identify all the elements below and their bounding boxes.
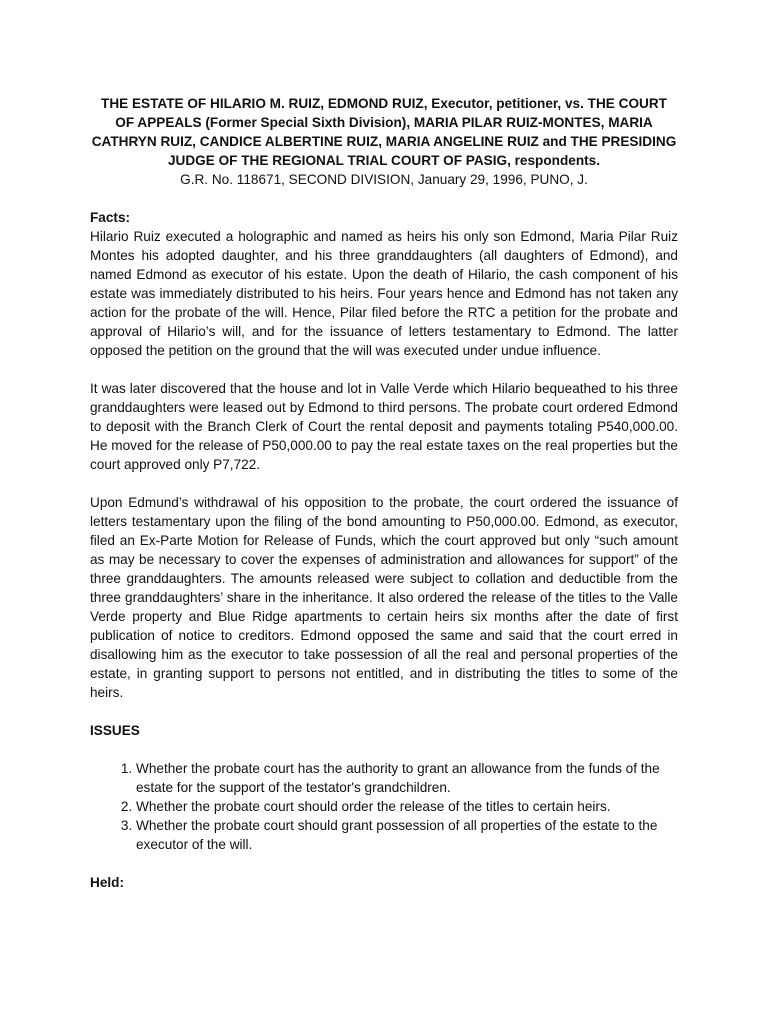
paragraph-spacer [90,360,678,379]
issue-item: 2. Whether the probate court should order the release of the titles to certain heirs. [136,797,678,816]
paragraph-spacer [90,854,678,873]
paragraph-spacer [90,702,678,721]
facts-paragraph: It was later discovered that the house and lot in Valle Verde which Hilario bequeathed to his three granddaughters were leased out by Edmond to third persons. The probate court ordered Edmond to deposit with the Branch Clerk of Court the rental deposit and payments totaling P540,000.00. He moved for the release of P50,000.00 to pay the real estate taxes on the real properties but the court approved only P7,722. [90,381,678,472]
issue-item: 3. Whether the probate court should grant possession of all properties of the estate to the executor of the will. [136,816,678,854]
facts-paragraph: Hilario Ruiz executed a holographic and named as heirs his only son Edmond, Maria Pilar Ruiz Montes his adopted daughter, and his three granddaughters (all daughters of Edmond), and named Edmond as executor of his estate. Upon the death of Hilario, the cash component of his estate was immediately distributed to his heirs. Four years hence and Edmond has not taken any action for the probate of the will. Hence, Pilar filed before the RTC a petition for the probate and approval of Hilario’s will, and for the issuance of letters testamentary to Edmond. The latter opposed the petition on the ground that the will was executed under undue influence. [90,229,678,358]
facts-paragraph: Upon Edmund’s withdrawal of his opposition to the probate, the court ordered the issuance of letters testamentary upon the filing of the bond amounting to P50,000.00. Edmond, as executor, filed an Ex-Parte Motion for Release of Funds, which the court approved but only “such amount as may be necessary to cover the expenses of administration and allowances for support” of the three granddaughters. The amounts released were subject to collation and deductible from the three granddaughters’ share in the inheritance. It also ordered the release of the titles to the Valle Verde property and Blue Ridge apartments to certain heirs six months after the date of first publication of notice to creditors. Edmond opposed the same and said that the court erred in disallowing him as the executor to take possession of all the real and personal properties of the estate, in granting support to persons not entitled, and in distributing the titles to some of the heirs. [90,495,678,700]
case-header [90,94,678,189]
issues-heading: ISSUES [90,723,140,738]
issue-item: 1. Whether the probate court has the authority to grant an allowance from the funds of the estate for the support of the testator's grandchildren. [136,759,678,797]
paragraph-spacer [90,474,678,493]
held-heading: Held: [90,875,124,890]
case-citation: G.R. No. 118671, SECOND DIVISION, January 29, 1996, PUNO, J. [180,172,588,187]
facts-heading: Facts: [90,210,131,225]
issues-list [90,759,678,854]
case-title: THE ESTATE OF HILARIO M. RUIZ, EDMOND RUIZ, Executor, petitioner, vs. THE COURT OF APPEALS (Former Special Sixth Division), MARIA PILAR RUIZ-MONTES, MARIA CATHRYN RUIZ, CANDICE ALBERTINE RUIZ, MARIA ANGELINE RUIZ and THE PRESIDING JUDGE OF THE REGIONAL TRIAL COURT OF PASIG, respondents. [91,96,677,168]
paragraph-spacer [90,740,678,759]
document-body [90,94,678,892]
